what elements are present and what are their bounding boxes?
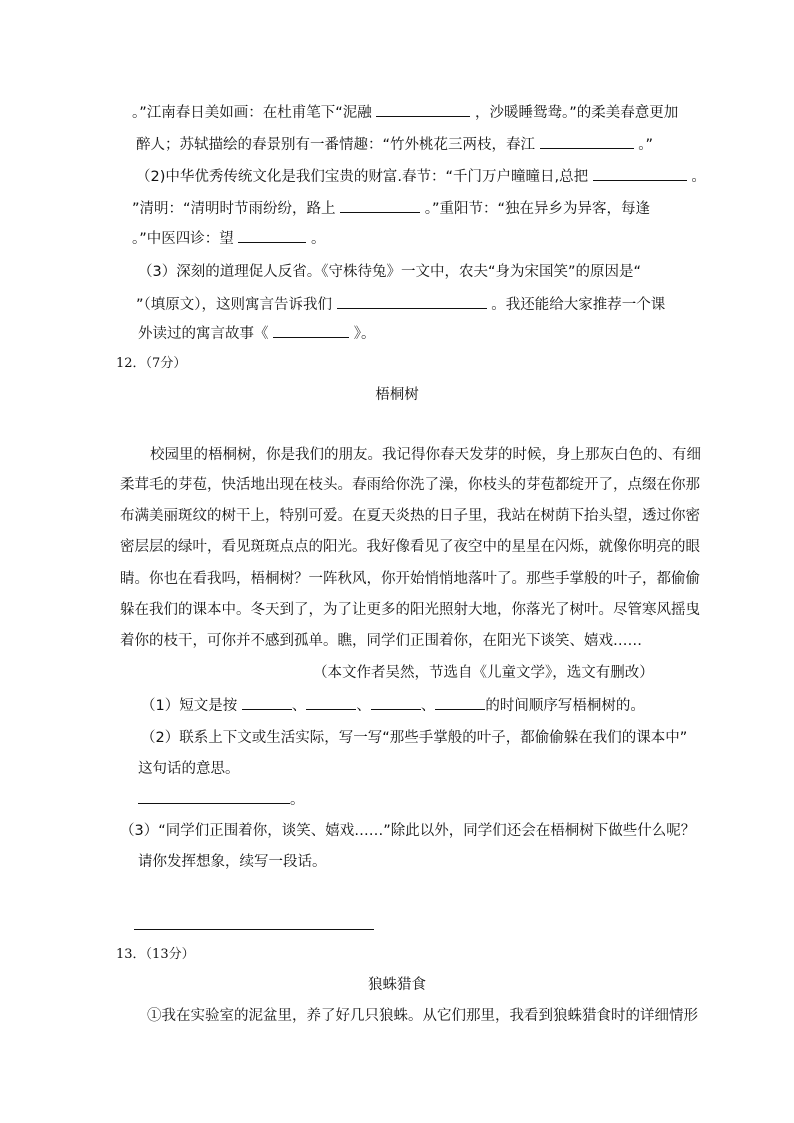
answer-blank[interactable]: [138, 789, 290, 804]
paragraph-line: 柔茸毛的芽苞，快活地出现在枝头。春雨给你洗了澡，你枝头的芽苞都绽开了，点缀在你那: [120, 477, 700, 493]
answer-blank[interactable]: [337, 294, 487, 309]
paragraph-line: 躲在我们的课本中。冬天到了，为了让更多的阳光照射大地，你落光了树叶。尽管寒风摇曳: [120, 602, 700, 618]
paragraph-line: 着你的枝干，可你并不感到孤单。瞧，同学们正围着你，在阳光下谈笑、嬉戏……: [120, 633, 642, 649]
answer-line[interactable]: [134, 929, 374, 930]
q11-line-7: ”（填原文），这则寓言告诉我们 。我还能给大家推荐一个课: [136, 294, 665, 315]
answer-blank[interactable]: [340, 198, 420, 213]
question-number: 13．（13分）: [116, 947, 195, 962]
answer-blank[interactable]: [273, 323, 349, 338]
paragraph-line: 密层层的绿叶，看见斑斑点点的阳光。我好像看见了夜空中的星星在闪烁，就像你明亮的眼: [120, 539, 700, 555]
q12-sub-2-cont: 这句话的意思。: [138, 761, 240, 777]
source-note: （本文作者吴然，节选自《儿童文学》，选文有删改）: [313, 665, 654, 681]
answer-blank[interactable]: [593, 166, 687, 181]
answer-blank[interactable]: [540, 134, 634, 149]
q11-line-6: （3）深刻的道理促人反省。《守株待兔》一文中，农夫“身为宋国笑”的原因是“: [138, 264, 642, 280]
passage-title: 狼蛛猎食: [368, 977, 426, 993]
q12-sub-3-cont: 请你发挥想象，续写一段话。: [138, 854, 327, 870]
q11-line-4: ”清明：“清明时节雨纷纷，路上 。”重阳节：“独在异乡为异客，每逢: [132, 198, 650, 219]
paragraph-line: 校园里的梧桐树，你是我们的朋友。我记得你春天发芽的时候，身上那灰白色的、有细: [150, 447, 701, 463]
q12-sub-2: （2）联系上下文或生活实际，写一写“那些手掌般的叶子，都偷偷躲在我们的课本中”: [141, 730, 688, 746]
passage-title: 梧桐树: [375, 387, 419, 403]
answer-blank[interactable]: [376, 102, 470, 117]
q11-line-2: 醉人；苏轼描绘的春景别有一番情趣：“竹外桃花三两枝，春江 。”: [136, 134, 653, 155]
answer-blank[interactable]: [238, 228, 306, 243]
paragraph-line: ①我在实验室的泥盆里，养了好几只狼蛛。从它们那里，我看到狼蛛猎食时的详细情形: [147, 1008, 698, 1024]
q11-line-5: 。”中医四诊：望 。: [132, 228, 325, 249]
question-number: 12．（7分）: [116, 356, 187, 371]
paragraph-line: 睛。你也在看我吗，梧桐树？一阵秋风，你开始悄悄地落叶了。那些手掌般的叶子，都偷偷: [120, 571, 700, 587]
answer-blank[interactable]: [242, 695, 292, 710]
q12-sub-1: （1）短文是按 、 、 、 的时间顺序写梧桐树的。: [141, 695, 645, 716]
q12-sub-2-answer: 。: [138, 789, 305, 810]
paragraph-line: 布满美丽斑纹的树干上，特别可爱。在夏天炎热的日子里，我站在树荫下抬头望，透过你密: [120, 508, 700, 524]
q11-line-1: 。”江南春日美如画：在杜甫笔下“泥融 ，沙暖睡鸳鸯。”的柔美春意更加: [132, 102, 678, 123]
answer-blank[interactable]: [435, 695, 485, 710]
answer-blank[interactable]: [306, 695, 356, 710]
q11-line-8: 外读过的寓言故事《 》。: [138, 323, 375, 344]
q11-line-3: （2)中华优秀传统文化是我们宝贵的财富.春节：“千门万户曈曈日,总把 。: [136, 166, 706, 187]
q12-sub-3: （3）“同学们正围着你，谈笑、嬉戏……”除此以外，同学们还会在梧桐树下做些什么呢？: [120, 823, 696, 839]
answer-blank[interactable]: [371, 695, 421, 710]
